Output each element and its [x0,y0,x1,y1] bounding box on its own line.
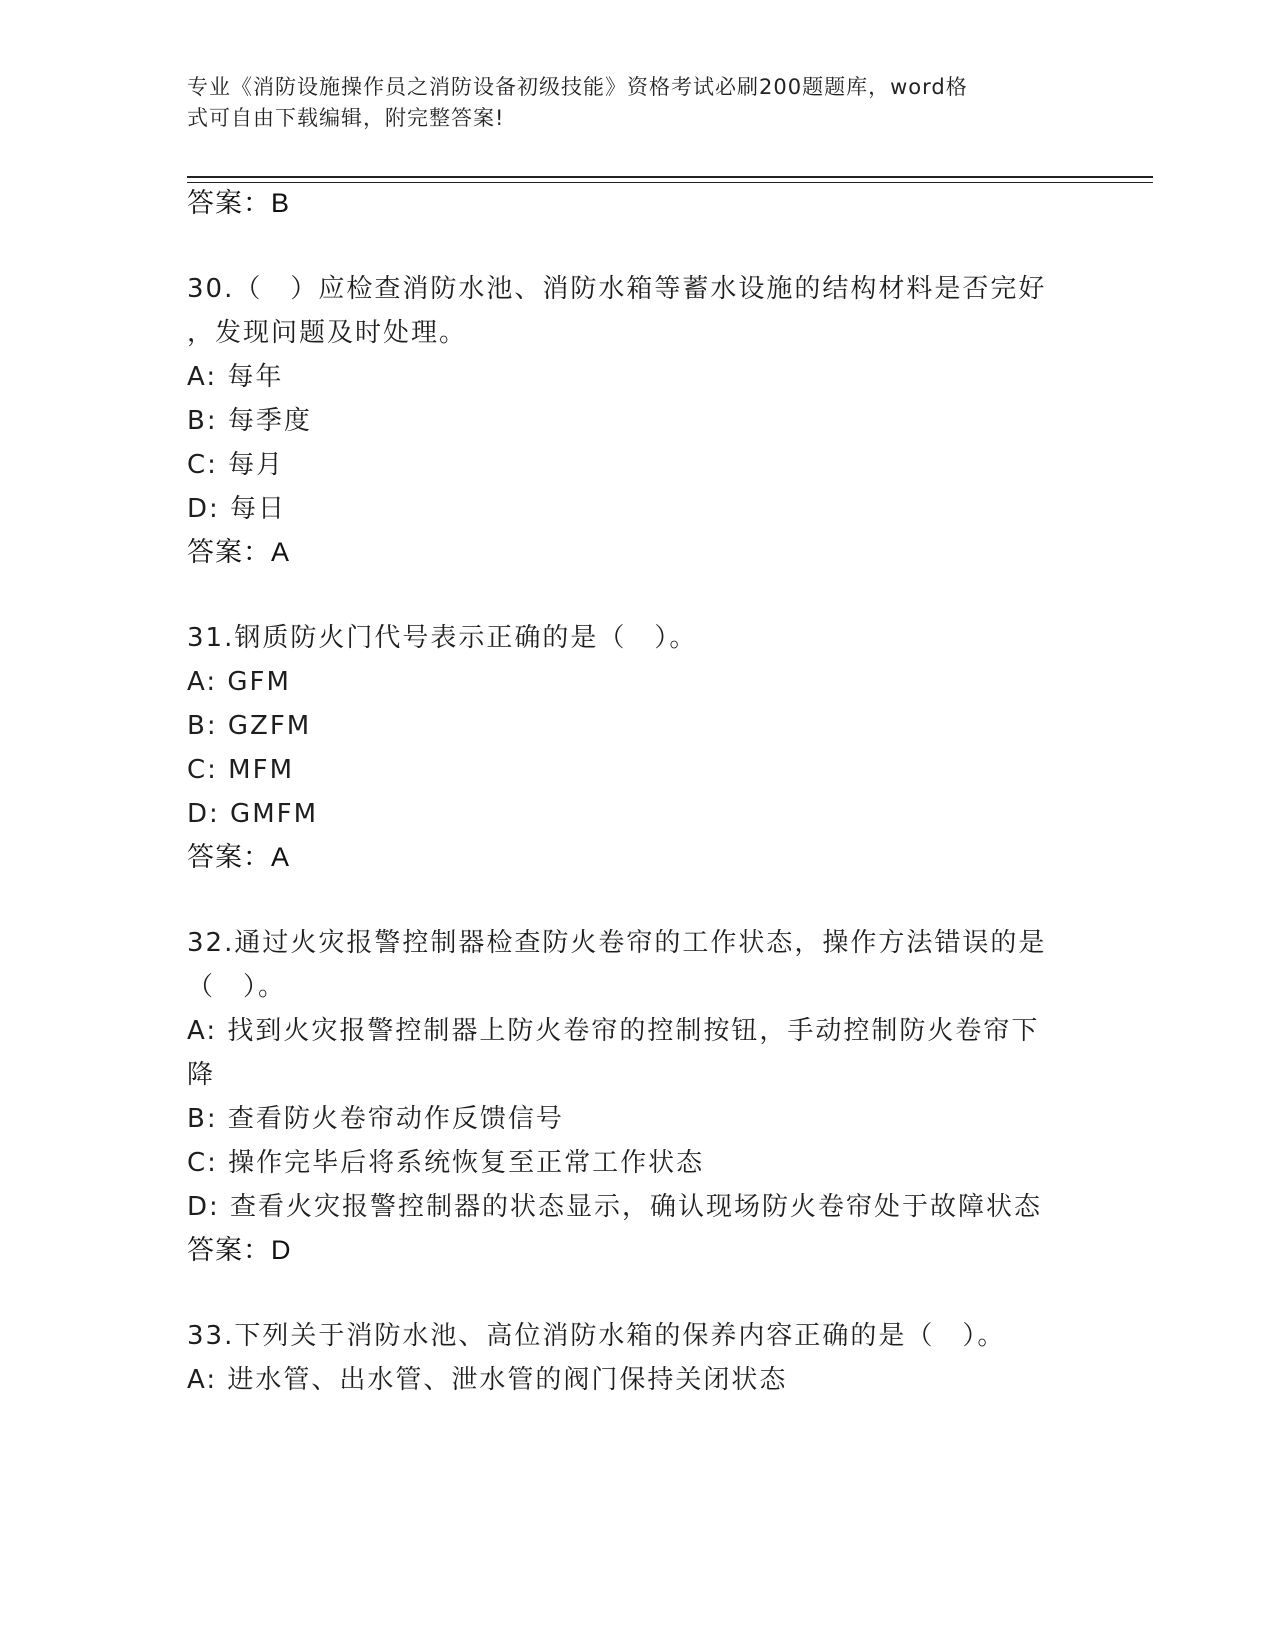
header-divider-thin [187,182,1153,183]
previous-answer: 答案：B [187,188,291,218]
document-header [187,72,1087,134]
question-31-option-d: D: GMFM [187,799,319,829]
question-31-option-c: C: MFM [187,755,294,785]
header-line-2: 式可自由下载编辑，附完整答案! [187,106,505,130]
question-30-option-a: A: 每年 [187,362,284,392]
question-33-stem: 33.下列关于消防水池、高位消防水箱的保养内容正确的是（ ）。 [187,1321,1006,1351]
question-32-option-c: C: 操作完毕后将系统恢复至正常工作状态 [187,1148,705,1178]
question-31-option-a: A: GFM [187,667,291,697]
question-32-stem-line-1: 32.通过火灾报警控制器检查防火卷帘的工作状态，操作方法错误的是 [187,928,1047,958]
question-32-option-a-line-2: 降 [187,1060,216,1090]
question-31-answer: 答案：A [187,842,291,872]
question-30-stem-line-2: ，发现问题及时处理。 [187,318,468,348]
header-divider-thick [187,176,1153,178]
question-32-option-b: B: 查看防火卷帘动作反馈信号 [187,1104,564,1134]
header-line-1: 专业《消防设施操作员之消防设备初级技能》资格考试必刷200题题库，word格 [187,75,968,99]
question-32-stem-line-2: （ ）。 [187,972,287,1002]
question-30-answer: 答案：A [187,537,291,567]
question-33-option-a: A: 进水管、出水管、泄水管的阀门保持关闭状态 [187,1365,788,1395]
question-32-option-d: D: 查看火灾报警控制器的状态显示，确认现场防火卷帘处于故障状态 [187,1192,1043,1222]
question-32-answer: 答案：D [187,1235,292,1265]
question-30-option-c: C: 每月 [187,450,285,480]
question-32-option-a-line-1: A: 找到火灾报警控制器上防火卷帘的控制按钮，手动控制防火卷帘下 [187,1016,1040,1046]
question-31-stem: 31.钢质防火门代号表示正确的是（ ）。 [187,623,698,653]
question-31-option-b: B: GZFM [187,711,312,741]
question-30-option-d: D: 每日 [187,494,287,524]
question-30-stem-line-1: 30.（ ）应检查消防水池、消防水箱等蓄水设施的结构材料是否完好 [187,274,1047,304]
question-30-option-b: B: 每季度 [187,406,312,436]
